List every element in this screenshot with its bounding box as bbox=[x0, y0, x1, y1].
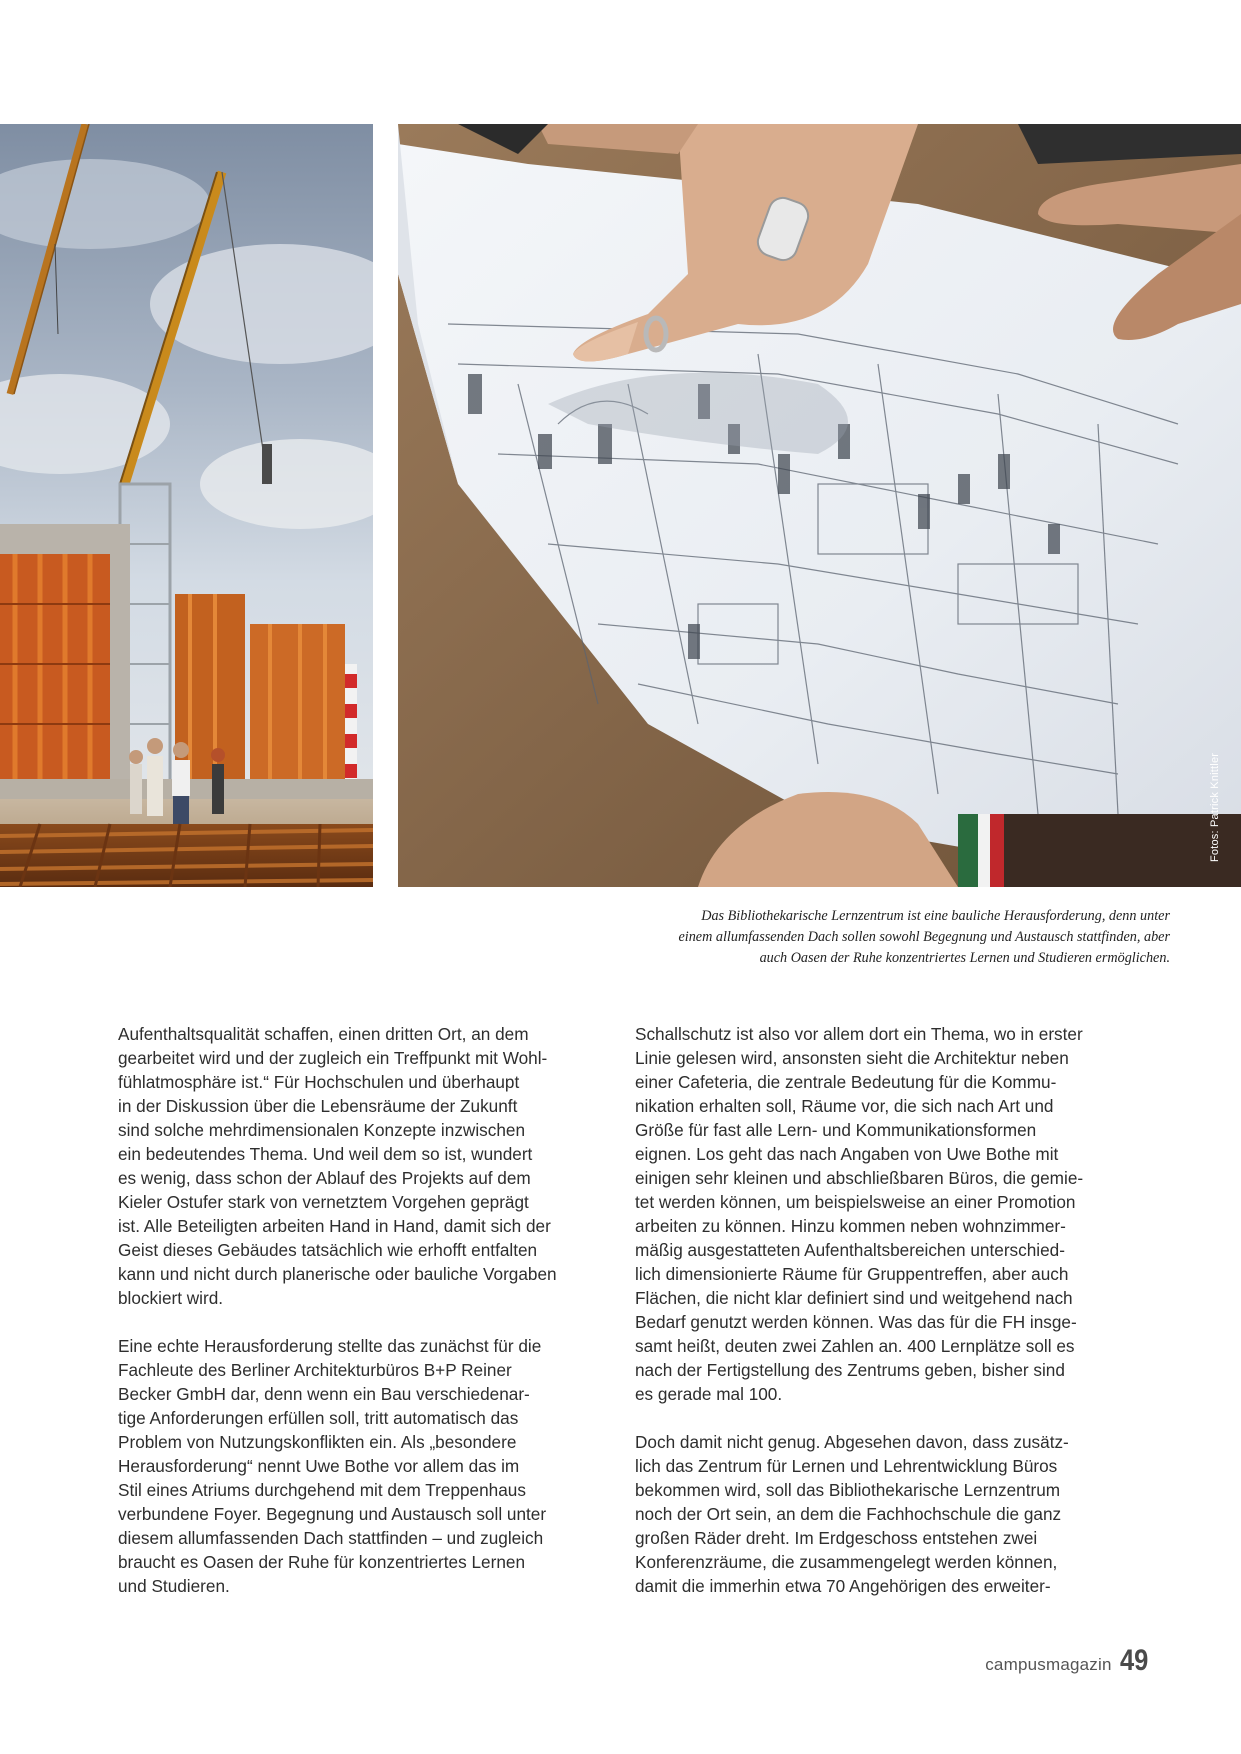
article-text-line: nikation erhalten soll, Räume vor, die sich nach Art und bbox=[635, 1096, 1054, 1116]
article-text-line: einigen sehr kleinen und abschließbaren Büros, die gemie- bbox=[635, 1168, 1084, 1188]
article-text-line: tet werden können, um beispielsweise an einer Promotion bbox=[635, 1192, 1076, 1212]
article-text-line: damit die immerhin etwa 70 Angehörigen des erweiter- bbox=[635, 1576, 1051, 1596]
article-column-left bbox=[118, 1022, 618, 1598]
article-text-line: Aufenthaltsqualität schaffen, einen dritten Ort, an dem bbox=[118, 1024, 529, 1044]
article-text-line: bekommen wird, soll das Bibliothekarische Lernzentrum bbox=[635, 1480, 1061, 1500]
article-text-line: Flächen, die nicht klar definiert sind und weitgehend nach bbox=[635, 1288, 1073, 1308]
blueprint-photo bbox=[398, 124, 1241, 887]
article-text-line: nach der Fertigstellung des Zentrums geben, bisher sind bbox=[635, 1360, 1065, 1380]
article-text-line: Herausforderung“ nennt Uwe Bothe vor allem das im bbox=[118, 1456, 520, 1476]
caption-line: Das Bibliothekarische Lernzentrum ist eine bauliche Herausforderung, denn unter bbox=[701, 908, 1170, 924]
article-text-line: ist. Alle Beteiligten arbeiten Hand in Hand, damit sich der bbox=[118, 1216, 551, 1236]
page-footer bbox=[985, 1644, 1153, 1678]
article-text-line: Eine echte Herausforderung stellte das zunächst für die bbox=[118, 1336, 542, 1356]
article-text-line: ein bedeutendes Thema. Und weil dem so ist, wundert bbox=[118, 1144, 533, 1164]
article-text-line: Doch damit nicht genug. Abgesehen davon, dass zusätz- bbox=[635, 1432, 1069, 1452]
article-text-line: Bedarf genutzt werden können. Was das für die FH insge- bbox=[635, 1312, 1077, 1332]
article-text-line: braucht es Oasen der Ruhe für konzentriertes Lernen bbox=[118, 1552, 526, 1572]
article-text-line: Geist dieses Gebäudes tatsächlich wie erhofft entfalten bbox=[118, 1240, 538, 1260]
article-text-line: großen Räder dreht. Im Erdgeschoss entstehen zwei bbox=[635, 1528, 1038, 1548]
article-text-line: Schallschutz ist also vor allem dort ein Thema, wo in erster bbox=[635, 1024, 1083, 1044]
article-text-line: sind solche mehrdimensionalen Konzepte inzwischen bbox=[118, 1120, 526, 1140]
article-text-line: kann und nicht durch planerische oder bauliche Vorgaben bbox=[118, 1264, 557, 1284]
article-text-line: in der Diskussion über die Lebensräume der Zukunft bbox=[118, 1096, 518, 1116]
article-text-line: Problem von Nutzungskonflikten ein. Als „besondere bbox=[118, 1432, 517, 1452]
article-text-line: arbeiten zu können. Hinzu kommen neben wohnzimmer- bbox=[635, 1216, 1066, 1236]
paragraph-gap bbox=[635, 1406, 1135, 1430]
article-text-line: und Studieren. bbox=[118, 1576, 230, 1596]
article-text-line: lich das Zentrum für Lernen und Lehrentwicklung Büros bbox=[635, 1456, 1058, 1476]
article-text-line: noch der Ort sein, an dem die Fachhochschule die ganz bbox=[635, 1504, 1062, 1524]
article-text-line: es gerade mal 100. bbox=[635, 1384, 783, 1404]
article-text-line: Fachleute des Berliner Architekturbüros B+P Reiner bbox=[118, 1360, 512, 1380]
article-text-line: es wenig, dass schon der Ablauf des Projekts auf dem bbox=[118, 1168, 531, 1188]
article-text-line: Kieler Ostufer stark von vernetztem Vorgehen geprägt bbox=[118, 1192, 529, 1212]
caption-line: einem allumfassenden Dach sollen sowohl Begegnung und Austausch stattfinden, aber bbox=[678, 929, 1170, 945]
article-text-line: Becker GmbH dar, denn wenn ein Bau verschiedenar- bbox=[118, 1384, 530, 1404]
page-number: 49 bbox=[1119, 1644, 1148, 1677]
article-text-line: Stil eines Atriums durchgehend mit dem Treppenhaus bbox=[118, 1480, 526, 1500]
article-text-line: eignen. Los geht das nach Angaben von Uwe Bothe mit bbox=[635, 1144, 1059, 1164]
article-text-line: Größe für fast alle Lern- und Kommunikationsformen bbox=[635, 1120, 1037, 1140]
article-text-line: Konferenzräume, die zusammengelegt werden können, bbox=[635, 1552, 1058, 1572]
article-text-line: gearbeitet wird und der zugleich ein Treffpunkt mit Wohl- bbox=[118, 1048, 548, 1068]
article-text-line: Linie gelesen wird, ansonsten sieht die Architektur neben bbox=[635, 1048, 1069, 1068]
magazine-name: campusmagazin bbox=[985, 1655, 1112, 1674]
caption-line: auch Oasen der Ruhe konzentriertes Lernen und Studieren ermöglichen. bbox=[759, 950, 1170, 966]
article-text-line: einer Cafeteria, die zentrale Bedeutung für die Kommu- bbox=[635, 1072, 1057, 1092]
photo-caption bbox=[600, 906, 1170, 969]
article-text-line: verbundene Foyer. Begegnung und Austausch soll unter bbox=[118, 1504, 547, 1524]
article-text-line: lich dimensionierte Räume für Gruppentreffen, aber auch bbox=[635, 1264, 1069, 1284]
paragraph-gap bbox=[118, 1310, 618, 1334]
article-text-line: mäßig ausgestatteten Aufenthaltsbereichen unterschied- bbox=[635, 1240, 1065, 1260]
article-text-line: blockiert wird. bbox=[118, 1288, 224, 1308]
article-text-line: samt heißt, deuten zwei Zahlen an. 400 Lernplätze soll es bbox=[635, 1336, 1075, 1356]
article-text-line: diesem allumfassenden Dach stattfinden – und zugleich bbox=[118, 1528, 544, 1548]
article-text-line: tige Anforderungen erfüllen soll, tritt automatisch das bbox=[118, 1408, 519, 1428]
article-column-right bbox=[635, 1022, 1135, 1598]
photo-credit: Fotos: Patrick Knittler bbox=[1209, 752, 1221, 862]
construction-site-photo bbox=[0, 124, 373, 887]
article-text-line: fühlatmosphäre ist.“ Für Hochschulen und überhaupt bbox=[118, 1072, 520, 1092]
